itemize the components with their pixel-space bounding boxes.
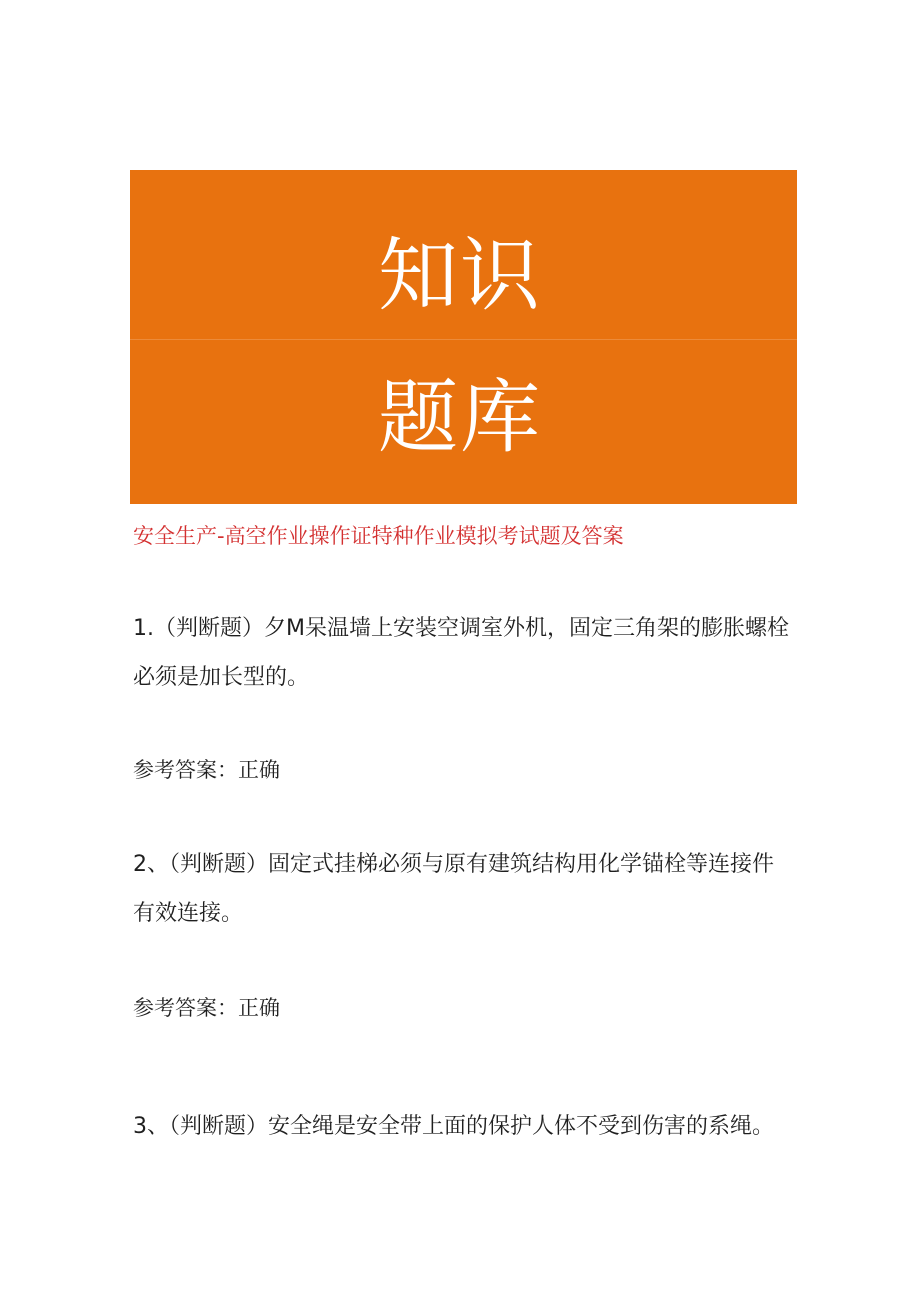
banner-divider (130, 339, 797, 340)
question-2-line2: 有效连接。 (133, 901, 244, 926)
question-1-answer: 参考答案：正确 (133, 758, 280, 782)
document-title: 安全生产-高空作业操作证特种作业模拟考试题及答案 (133, 524, 624, 548)
question-1 (133, 604, 813, 702)
banner-title-line2: 题库 (378, 371, 542, 464)
question-1-line1: 1.（判断题）夕M呆温墙上安装空调室外机，固定三角架的膨胀螺栓 (133, 616, 789, 641)
question-2-line1: 2、（判断题）固定式挂梯必须与原有建筑结构用化学锚栓等连接件 (133, 852, 774, 877)
question-3-line1: 3、（判断题）安全绳是安全带上面的保护人体不受到伤害的系绳。 (133, 1114, 774, 1139)
question-1-line2: 必须是加长型的。 (133, 665, 310, 690)
question-2-answer: 参考答案：正确 (133, 996, 280, 1020)
question-2 (133, 840, 813, 938)
banner-title-line1: 知识 (378, 229, 542, 322)
question-3 (133, 1102, 813, 1151)
